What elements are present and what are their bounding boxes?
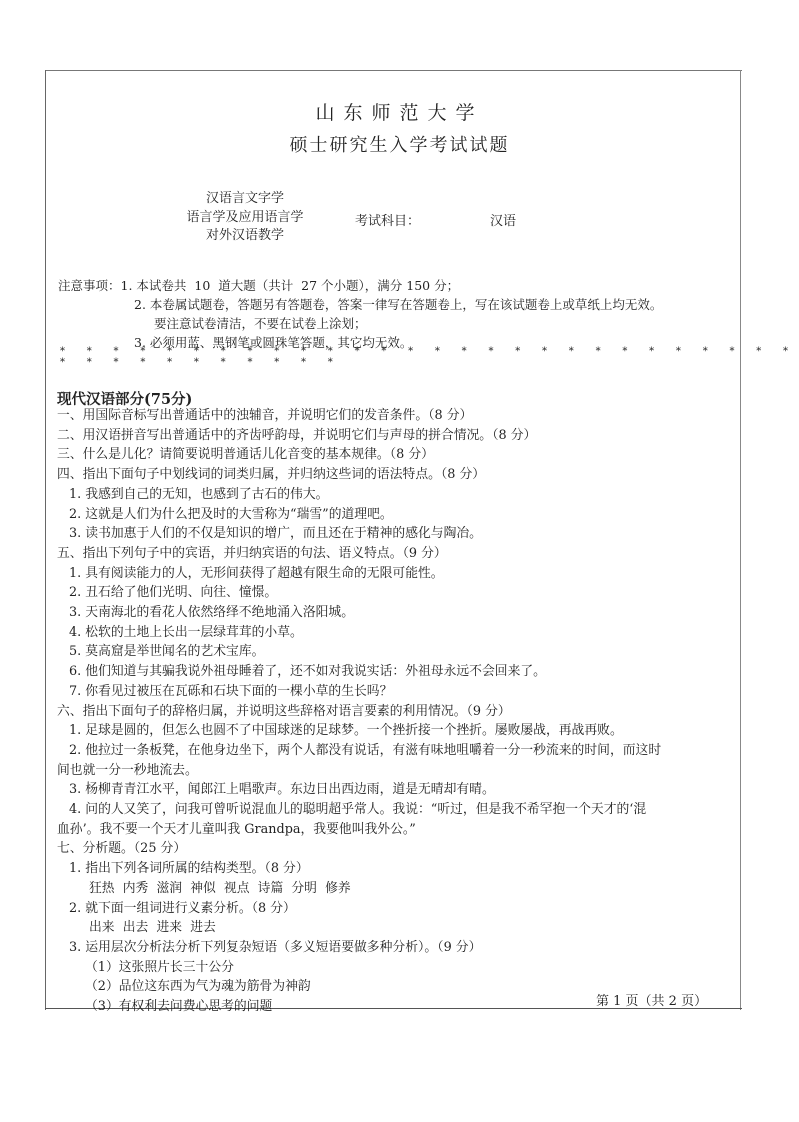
sub-question: 3. 运用层次分析法分析下列复杂短语（多义短语要做多种分析）。（9 分）	[69, 939, 482, 955]
sub-question: 3. 杨柳青青江水平，闻郎江上唱歌声。东边日出西边雨，道是无晴却有晴。	[69, 782, 495, 798]
question: 三、什么是儿化？请简要说明普通话儿化音变的基本规律。（8 分）	[57, 447, 434, 463]
university-name: 山东师范大学	[315, 102, 484, 124]
sub-question: 2. 这就是人们为什么把及时的大雪称为“瑞雪”的道理吧。	[69, 506, 393, 522]
sub-question: 1. 我感到自己的无知，也感到了古石的伟大。	[69, 486, 329, 502]
exam-notes	[58, 276, 662, 352]
sub-question: 2. 丑石给了他们光明、向往、憧憬。	[69, 585, 278, 601]
sub-question: 6. 他们知道与其骗我说外祖母睡着了，还不如对我说实话：外祖母永远不会回来了。	[69, 664, 546, 680]
word-list: 出来 出去 进来 进去	[89, 920, 216, 936]
major: 汉语言文字学	[205, 191, 284, 206]
question: 六、指出下面句子的辞格归属，并说明这些辞格对语言要素的利用情况。（9 分）	[57, 703, 511, 719]
sub-question: 5. 莫高窟是举世闻名的艺术宝库。	[69, 644, 265, 660]
question: 七、分析题。（25 分）	[57, 841, 187, 857]
sub-question: 4. 问的人又笑了，问我可曾听说混血儿的聪明超乎常人。我说：“听过，但是我不希罕抱一个天才的‘混	[69, 802, 647, 818]
phrase-item: （1）这张照片长三十公分	[85, 959, 234, 975]
exam-title: 硕士研究生入学考试试题	[289, 135, 510, 156]
word-list: 狂热 内秀 滋润 神似 视点 诗篇 分明 修养	[89, 880, 351, 896]
sub-question: 2. 他拉过一条板凳，在他身边坐下，两个人都没有说话，有滋有味地咀嚼着一分一秒流来的时间，而这时	[69, 742, 662, 758]
page-border-top	[45, 70, 742, 71]
majors-list	[170, 190, 320, 246]
section-title: 现代汉语部分(75分)	[57, 391, 193, 408]
notes-label: 注意事项：	[58, 278, 121, 293]
major: 对外汉语教学	[205, 228, 284, 243]
page-border-right	[740, 70, 741, 1010]
separator-stars: * * * * * * * * * * * * * * * * * * * * * * * * * * * * * * * * * * * * * * *	[60, 346, 798, 368]
sub-question-continued: 间也就一分一秒地流去。	[57, 762, 198, 778]
question: 一、用国际音标写出普通话中的浊辅音，并说明它们的发音条件。（8 分）	[57, 408, 473, 423]
sub-question: 2. 就下面一组词进行义素分析。（8 分）	[69, 900, 296, 916]
note-item: 3. 必须用蓝、黑钢笔或圆珠笔答题，其它均无效。	[134, 335, 413, 350]
note-item: 1. 本试卷共 10 道大题（共计 27 个小题），满分 150 分；	[120, 278, 460, 293]
sub-question: 4. 松软的土地上长出一层绿茸茸的小草。	[69, 624, 303, 640]
sub-question: 7. 你看见过被压在瓦砾和石块下面的一棵小草的生长吗？	[69, 683, 393, 699]
question: 四、指出下面句子中划线词的词类归属，并归纳这些词的语法特点。（8 分）	[57, 467, 486, 483]
page-number: 第 1 页（共 2 页）	[596, 994, 708, 1009]
note-item: 2. 本卷属试题卷，答题另有答题卷，答案一律写在答题卷上，写在该试题卷上或草纸上均无效。	[134, 297, 663, 312]
sub-question: 1. 指出下列各词所属的结构类型。（8 分）	[69, 861, 309, 877]
major: 语言学及应用语言学	[186, 209, 304, 225]
subject-label: 考试科目：	[355, 214, 421, 229]
phrase-item: （2）品位这东西为气为魂为筋骨为神韵	[85, 979, 311, 995]
page-border-left	[45, 70, 46, 1010]
sub-question: 3. 天南海北的看花人依然络绎不绝地涌入洛阳城。	[69, 605, 355, 621]
questions	[57, 406, 737, 1017]
sub-question: 3. 读书加惠于人们的不仅是知识的增广，而且还在于精神的感化与陶冶。	[69, 526, 482, 542]
question: 二、用汉语拼音写出普通话中的齐齿呼韵母，并说明它们与声母的拼合情况。（8 分）	[57, 427, 537, 443]
sub-question: 1. 具有阅读能力的人，无形间获得了超越有限生命的无限可能性。	[69, 565, 444, 581]
phrase-item: （3）有权利去问费心思考的问题	[85, 999, 273, 1015]
note-item-continued: 要注意试卷清洁，不要在试卷上涂划；	[154, 316, 367, 331]
sub-question: 1. 足球是圆的，但怎么也圆不了中国球迷的足球梦。一个挫折接一个挫折。屡败屡战，再战再败。	[69, 723, 623, 739]
subject-value: 汉语	[490, 214, 517, 229]
question: 五、指出下列句子中的宾语，并归纳宾语的句法、语义特点。（9 分）	[57, 545, 447, 561]
sub-question-continued: 血孙’。我不要一个天才儿童叫我 Grandpa，我要他叫我外公。”	[57, 821, 416, 837]
